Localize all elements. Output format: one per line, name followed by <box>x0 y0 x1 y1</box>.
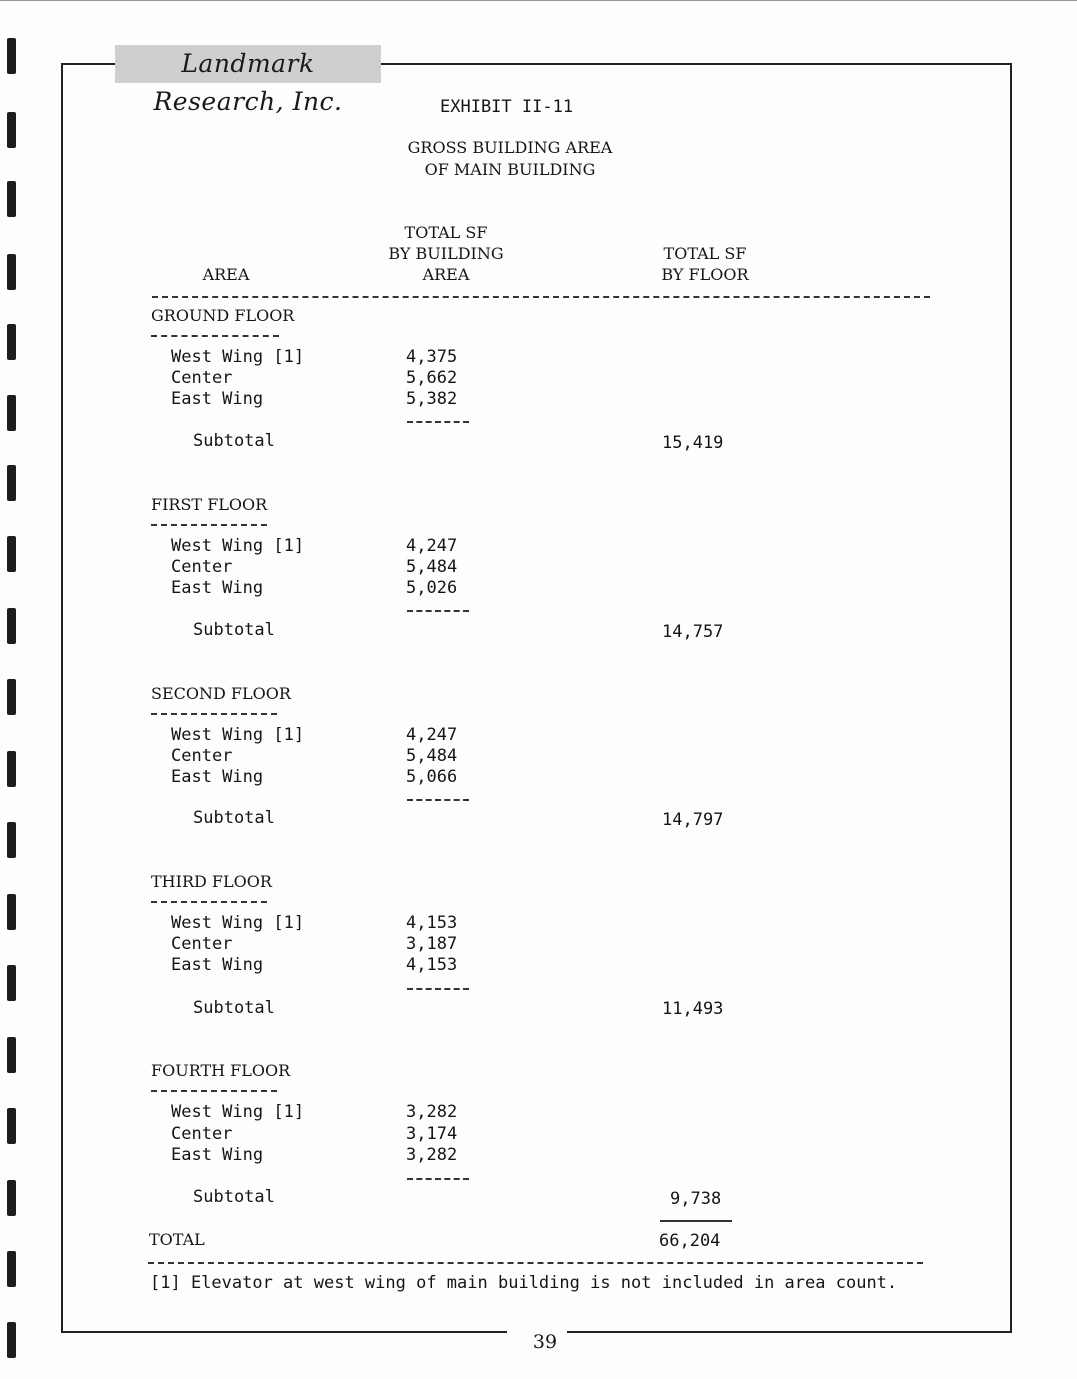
row-value: 4,153 <box>406 955 458 975</box>
punch-hole <box>7 395 16 431</box>
punch-hole <box>7 1108 16 1144</box>
row-value: 4,375 <box>406 347 458 367</box>
column-header-floor-line-1: TOTAL SF <box>663 244 747 263</box>
total-label: TOTAL <box>149 1230 205 1249</box>
punch-hole <box>7 465 16 501</box>
row-value: 5,026 <box>406 578 458 598</box>
floor-title: FIRST FLOOR <box>151 495 268 514</box>
row-label: West Wing [1] <box>171 347 305 367</box>
punch-hole <box>7 822 16 858</box>
column-header-floor <box>650 243 760 285</box>
floor-title-underline <box>151 1090 277 1092</box>
row-value: 3,282 <box>406 1102 458 1122</box>
exhibit-label: EXHIBIT II-11 <box>440 97 574 117</box>
row-label: West Wing [1] <box>171 536 305 556</box>
row-value: 3,282 <box>406 1145 458 1165</box>
title-line-2: OF MAIN BUILDING <box>424 160 596 179</box>
value-underline <box>407 1178 469 1180</box>
punch-hole <box>7 181 16 217</box>
punch-hole <box>7 1037 16 1073</box>
subtotal-label: Subtotal <box>193 808 275 828</box>
row-label: West Wing [1] <box>171 913 305 933</box>
row-label: East Wing <box>171 1145 264 1165</box>
floor-title-underline <box>151 524 267 526</box>
row-label: Center <box>171 368 233 388</box>
row-label: East Wing <box>171 767 264 787</box>
column-header-building-line-2: BY BUILDING <box>388 244 504 263</box>
company-logo: Landmark Research, Inc. <box>115 45 381 83</box>
subtotal-value: 14,797 <box>662 810 724 830</box>
row-value: 5,066 <box>406 767 458 787</box>
floor-title-underline <box>151 901 267 903</box>
floor-title-underline <box>151 713 277 715</box>
row-value: 5,484 <box>406 557 458 577</box>
subtotal-label: Subtotal <box>193 998 275 1018</box>
row-value: 5,484 <box>406 746 458 766</box>
total-value: 66,204 <box>659 1231 721 1251</box>
row-value: 4,247 <box>406 725 458 745</box>
footnote: [1] Elevator at west wing of main building is not included in area count. <box>150 1273 898 1293</box>
subtotal-value: 15,419 <box>662 433 724 453</box>
column-header-building <box>376 222 516 285</box>
header-rule <box>152 296 930 298</box>
floor-title: THIRD FLOOR <box>151 872 272 891</box>
row-label: Center <box>171 1124 233 1144</box>
value-underline <box>407 799 469 801</box>
footer-rule <box>148 1262 923 1264</box>
value-underline <box>407 610 469 612</box>
row-label: West Wing [1] <box>171 725 305 745</box>
punch-hole <box>7 536 16 572</box>
column-header-floor-line-2: BY FLOOR <box>661 265 749 284</box>
column-header-area: AREA <box>202 265 250 284</box>
row-label: East Wing <box>171 955 264 975</box>
punch-hole <box>7 751 16 787</box>
row-value: 3,174 <box>406 1124 458 1144</box>
row-label: West Wing [1] <box>171 1102 305 1122</box>
punch-hole <box>7 324 16 360</box>
punch-hole <box>7 254 16 290</box>
subtotal-label: Subtotal <box>193 620 275 640</box>
floor-title: GROUND FLOOR <box>151 306 295 325</box>
top-edge-rule <box>0 0 1077 1</box>
punch-hole <box>7 608 16 644</box>
subtotal-value: 11,493 <box>662 999 724 1019</box>
subtotal-value: 9,738 <box>670 1189 722 1209</box>
value-underline <box>407 421 469 423</box>
punch-hole <box>7 894 16 930</box>
total-underline <box>660 1220 732 1222</box>
floor-title-underline <box>151 335 279 337</box>
subtotal-label: Subtotal <box>193 431 275 451</box>
row-value: 3,187 <box>406 934 458 954</box>
row-value: 5,662 <box>406 368 458 388</box>
punch-hole <box>7 38 16 74</box>
subtotal-label: Subtotal <box>193 1187 275 1207</box>
punch-hole <box>7 112 16 148</box>
punch-hole <box>7 1322 16 1358</box>
punch-hole <box>7 1180 16 1216</box>
page-title <box>400 137 620 181</box>
row-value: 5,382 <box>406 389 458 409</box>
row-label: Center <box>171 746 233 766</box>
column-header-building-line-3: AREA <box>422 265 470 284</box>
punch-hole <box>7 1251 16 1287</box>
title-line-1: GROSS BUILDING AREA <box>407 138 613 157</box>
subtotal-value: 14,757 <box>662 622 724 642</box>
row-value: 4,247 <box>406 536 458 556</box>
value-underline <box>407 988 469 990</box>
row-value: 4,153 <box>406 913 458 933</box>
row-label: East Wing <box>171 578 264 598</box>
page-number: 39 <box>532 1331 558 1353</box>
floor-title: FOURTH FLOOR <box>151 1061 291 1080</box>
row-label: East Wing <box>171 389 264 409</box>
column-header-building-line-1: TOTAL SF <box>404 223 488 242</box>
punch-hole <box>7 965 16 1001</box>
punch-hole <box>7 679 16 715</box>
row-label: Center <box>171 934 233 954</box>
floor-title: SECOND FLOOR <box>151 684 291 703</box>
row-label: Center <box>171 557 233 577</box>
